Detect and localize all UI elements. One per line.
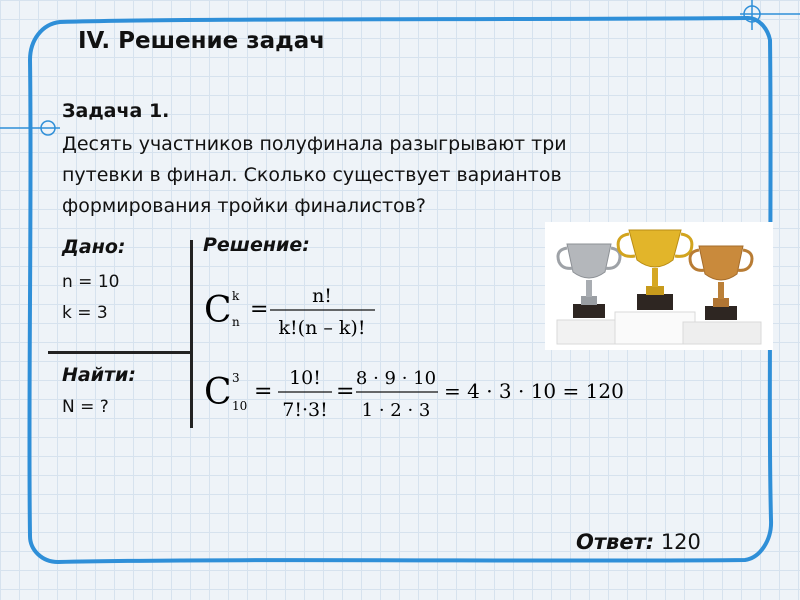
silver-trophy-icon	[558, 244, 620, 318]
answer-value: 120	[660, 530, 701, 554]
formula-C: C	[204, 372, 232, 413]
section-title: IV. Решение задач	[78, 28, 326, 54]
given-k: k = 3	[62, 303, 108, 323]
answer	[576, 530, 701, 554]
formula-eq: =	[254, 379, 273, 404]
computation-formula	[200, 360, 640, 424]
task-title: Задача 1.	[62, 100, 170, 122]
task-line: формирования тройки финалистов?	[62, 195, 426, 217]
formula-eq: =	[250, 297, 269, 322]
formula-eq: =	[336, 379, 355, 404]
trophy-icon	[545, 222, 773, 350]
task-line: путевки в финал. Сколько существует вариантов	[62, 164, 562, 186]
gold-trophy-icon	[618, 230, 692, 310]
formula-numerator: n!	[312, 285, 332, 307]
answer-label: Ответ:	[576, 530, 655, 554]
horizontal-divider	[48, 351, 193, 354]
bronze-trophy-icon	[690, 246, 752, 320]
task-text	[62, 129, 702, 222]
task-line: Десять участников полуфинала разыгрывают три	[62, 133, 567, 155]
formula-result: = 4 · 3 · 10 = 120	[444, 379, 624, 403]
formula-sup: k	[232, 289, 240, 303]
find-label: Найти:	[62, 364, 136, 386]
fraction2-numerator: 8 · 9 · 10	[355, 368, 437, 389]
formula-C: C	[204, 290, 232, 331]
given-label: Дано:	[62, 236, 126, 258]
fraction1-numerator: 10!	[289, 367, 321, 389]
find-N: N = ?	[62, 397, 109, 417]
fraction2-denominator: 1 · 2 · 3	[361, 400, 431, 421]
trophies-image	[545, 222, 773, 350]
formula-sub: n	[232, 315, 240, 329]
combination-formula	[200, 278, 380, 342]
given-n: n = 10	[62, 272, 120, 292]
fraction1-denominator: 7!·3!	[282, 399, 328, 421]
vertical-divider	[190, 240, 193, 428]
solution-label: Решение:	[203, 234, 310, 256]
formula-sub: 10	[232, 399, 248, 413]
formula-denominator: k!(n – k)!	[278, 317, 366, 339]
formula-sup: 3	[232, 371, 240, 385]
